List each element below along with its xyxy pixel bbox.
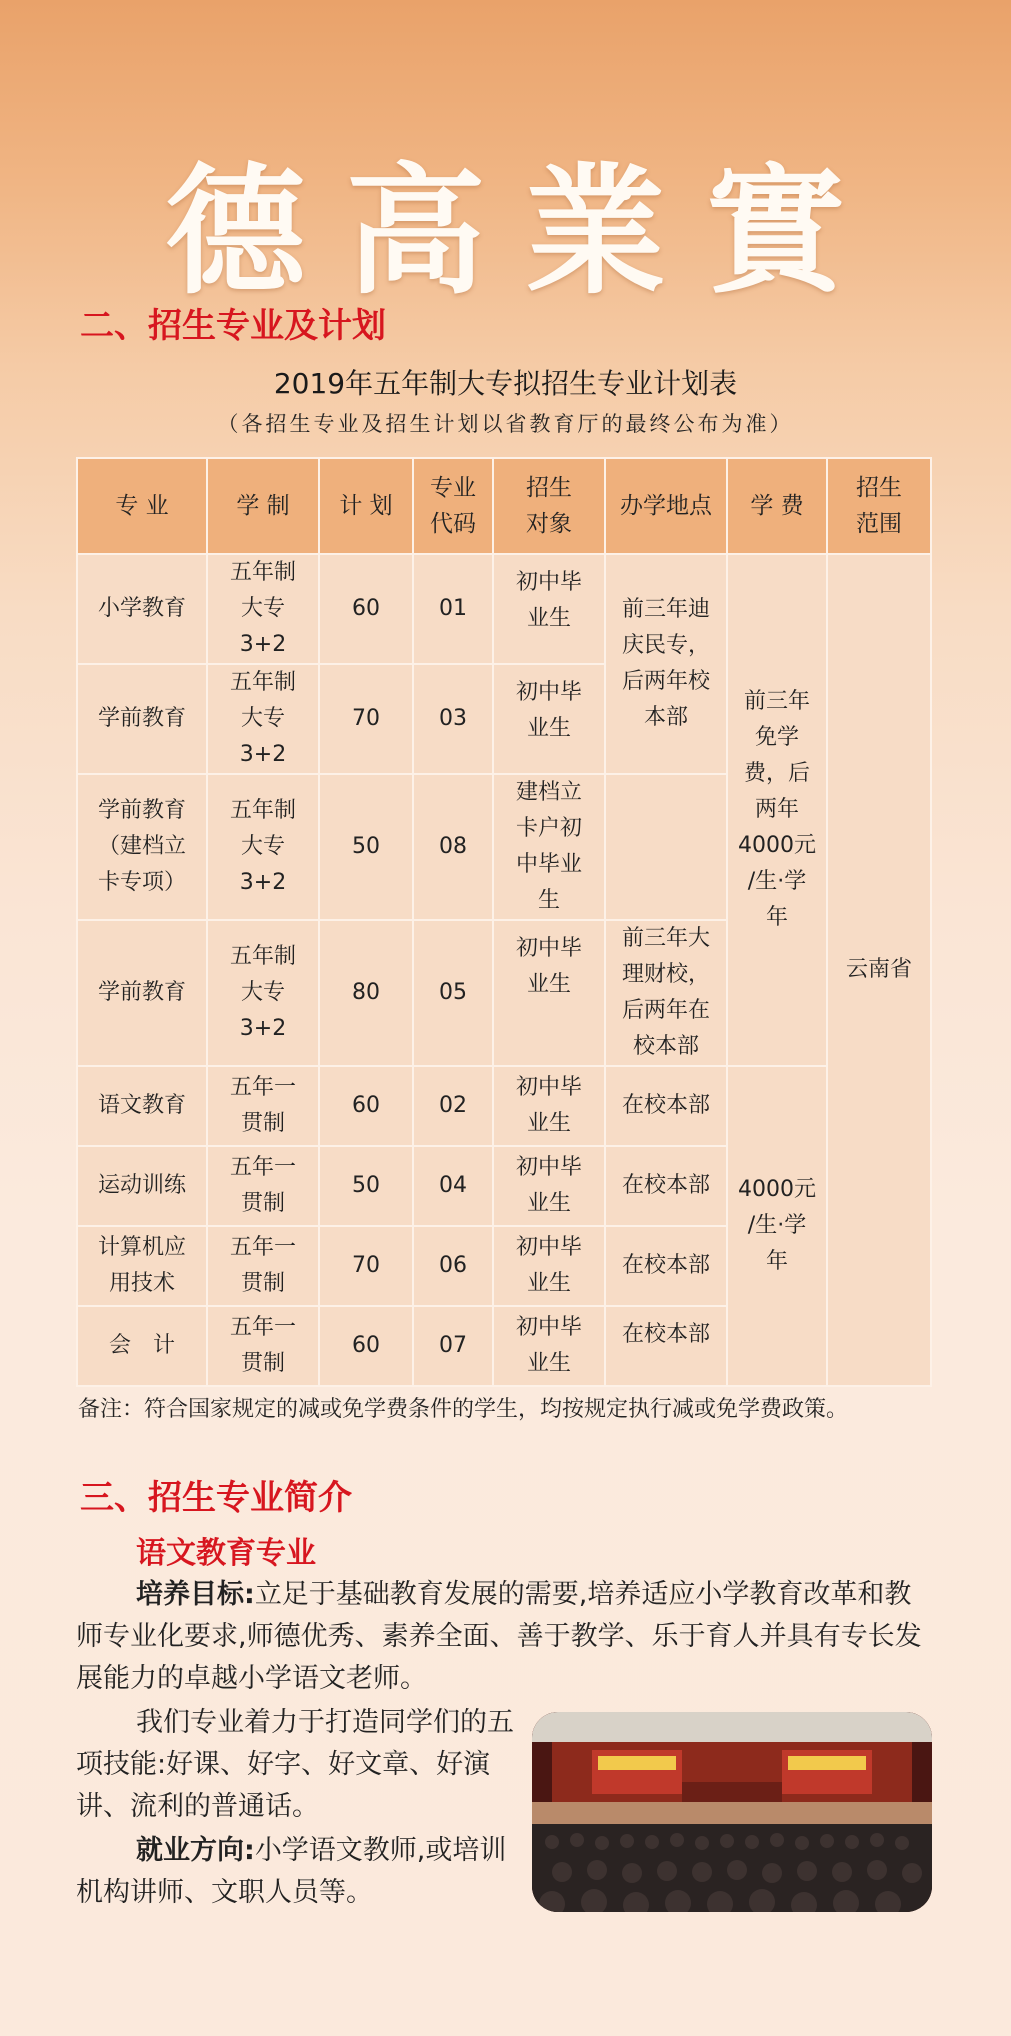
cell-major: 运动训练 bbox=[77, 1146, 207, 1226]
cell-location-empty bbox=[605, 774, 727, 920]
column-header-major: 专 业 bbox=[77, 458, 207, 554]
cell-major: 会 计 bbox=[77, 1306, 207, 1386]
cell-target: 初中毕 业生 bbox=[493, 664, 605, 774]
training-goal-label: 培养目标: bbox=[136, 1579, 255, 1610]
cell-major: 学前教育 bbox=[77, 664, 207, 774]
cell-target: 建档立 卡户初 中毕业 生 bbox=[493, 774, 605, 920]
career-text: 小学语文教师,或培训机构讲师、文职人员等。 bbox=[76, 1835, 507, 1908]
cell-plan: 60 bbox=[319, 1066, 413, 1146]
cell-plan: 60 bbox=[319, 1306, 413, 1386]
table-header-row bbox=[77, 458, 931, 554]
cell-target: 初中毕 业生 bbox=[493, 1226, 605, 1306]
cell-code: 05 bbox=[413, 920, 493, 1066]
section-heading-intro: 三、招生专业简介 bbox=[80, 1478, 352, 1518]
cell-system: 五年制 大专 3+2 bbox=[207, 774, 319, 920]
cell-system: 五年制 大专 3+2 bbox=[207, 554, 319, 664]
column-header-location: 办学地点 bbox=[605, 458, 727, 554]
cell-fee: 前三年 免学 费，后 两年 4000元 /生·学 年 bbox=[727, 554, 827, 1066]
table-remark: 备注：符合国家规定的减或免学费条件的学生，均按规定执行减或免学费政策。 bbox=[78, 1397, 849, 1422]
cell-major: 学前教育 （建档立 卡专项） bbox=[77, 774, 207, 920]
column-header-plan: 计 划 bbox=[319, 458, 413, 554]
cell-scope: 云南省 bbox=[827, 554, 931, 1386]
cell-plan: 80 bbox=[319, 920, 413, 1066]
cell-plan: 70 bbox=[319, 1226, 413, 1306]
cell-major: 计算机应 用技术 bbox=[77, 1226, 207, 1306]
cell-system: 五年一 贯制 bbox=[207, 1226, 319, 1306]
cell-major: 小学教育 bbox=[77, 554, 207, 664]
cell-code: 06 bbox=[413, 1226, 493, 1306]
training-goal-paragraph bbox=[76, 1574, 936, 1700]
hero-title: 德高業實 bbox=[165, 150, 886, 314]
table-row bbox=[77, 1066, 931, 1146]
cell-system: 五年制 大专 3+2 bbox=[207, 664, 319, 774]
column-header-code: 专业 代码 bbox=[413, 458, 493, 554]
cell-major: 学前教育 bbox=[77, 920, 207, 1066]
cell-code: 03 bbox=[413, 664, 493, 774]
cell-code: 01 bbox=[413, 554, 493, 664]
cell-target: 初中毕 业生 bbox=[493, 1066, 605, 1146]
column-header-fee: 学 费 bbox=[727, 458, 827, 554]
section-heading-plan: 二、招生专业及计划 bbox=[80, 306, 386, 346]
cell-location: 在校本部 bbox=[605, 1066, 727, 1146]
career-paragraph bbox=[76, 1830, 516, 1914]
cell-code: 02 bbox=[413, 1066, 493, 1146]
cell-target: 初中毕 业生 bbox=[493, 1306, 605, 1386]
cell-major: 语文教育 bbox=[77, 1066, 207, 1146]
cell-location: 在校本部 bbox=[605, 1306, 727, 1386]
cell-fee: 4000元 /生·学 年 bbox=[727, 1066, 827, 1386]
training-goal-text: 立足于基础教育发展的需要,培养适应小学教育改革和教师专业化要求,师德优秀、素养全面、善于教学、乐于育人并具有专长发展能力的卓越小学语文老师。 bbox=[76, 1579, 922, 1694]
career-label: 就业方向: bbox=[136, 1835, 255, 1866]
cell-system: 五年一 贯制 bbox=[207, 1146, 319, 1226]
cell-code: 04 bbox=[413, 1146, 493, 1226]
table-row bbox=[77, 554, 931, 664]
column-header-system: 学 制 bbox=[207, 458, 319, 554]
cell-system: 五年一 贯制 bbox=[207, 1306, 319, 1386]
auditorium-illustration bbox=[532, 1712, 932, 1912]
skills-paragraph bbox=[76, 1702, 516, 1828]
cell-plan: 50 bbox=[319, 1146, 413, 1226]
cell-target: 初中毕 业生 bbox=[493, 554, 605, 664]
table-title: 2019年五年制大专拟招生专业计划表 bbox=[273, 367, 738, 400]
cell-plan: 60 bbox=[319, 554, 413, 664]
column-header-scope: 招生 范围 bbox=[827, 458, 931, 554]
cell-plan: 70 bbox=[319, 664, 413, 774]
major-title: 语文教育专业 bbox=[136, 1536, 316, 1571]
auditorium-photo bbox=[532, 1712, 932, 1912]
cell-target: 初中毕 业生 bbox=[493, 1146, 605, 1226]
cell-plan: 50 bbox=[319, 774, 413, 920]
cell-system: 五年一 贯制 bbox=[207, 1066, 319, 1146]
skills-text: 我们专业着力于打造同学们的五项技能:好课、好字、好文章、好演讲、流利的普通话。 bbox=[76, 1707, 514, 1822]
cell-location: 在校本部 bbox=[605, 1226, 727, 1306]
cell-code: 08 bbox=[413, 774, 493, 920]
cell-location: 前三年迪 庆民专， 后两年校 本部 bbox=[605, 554, 727, 774]
cell-system: 五年制 大专 3+2 bbox=[207, 920, 319, 1066]
enrollment-plan-table bbox=[76, 457, 932, 1387]
column-header-target: 招生 对象 bbox=[493, 458, 605, 554]
cell-target: 初中毕 业生 bbox=[493, 920, 605, 1066]
table-note: （各招生专业及招生计划以省教育厅的最终公布为准） bbox=[217, 412, 794, 436]
cell-code: 07 bbox=[413, 1306, 493, 1386]
cell-location: 前三年大 理财校， 后两年在 校本部 bbox=[605, 920, 727, 1066]
cell-location: 在校本部 bbox=[605, 1146, 727, 1226]
